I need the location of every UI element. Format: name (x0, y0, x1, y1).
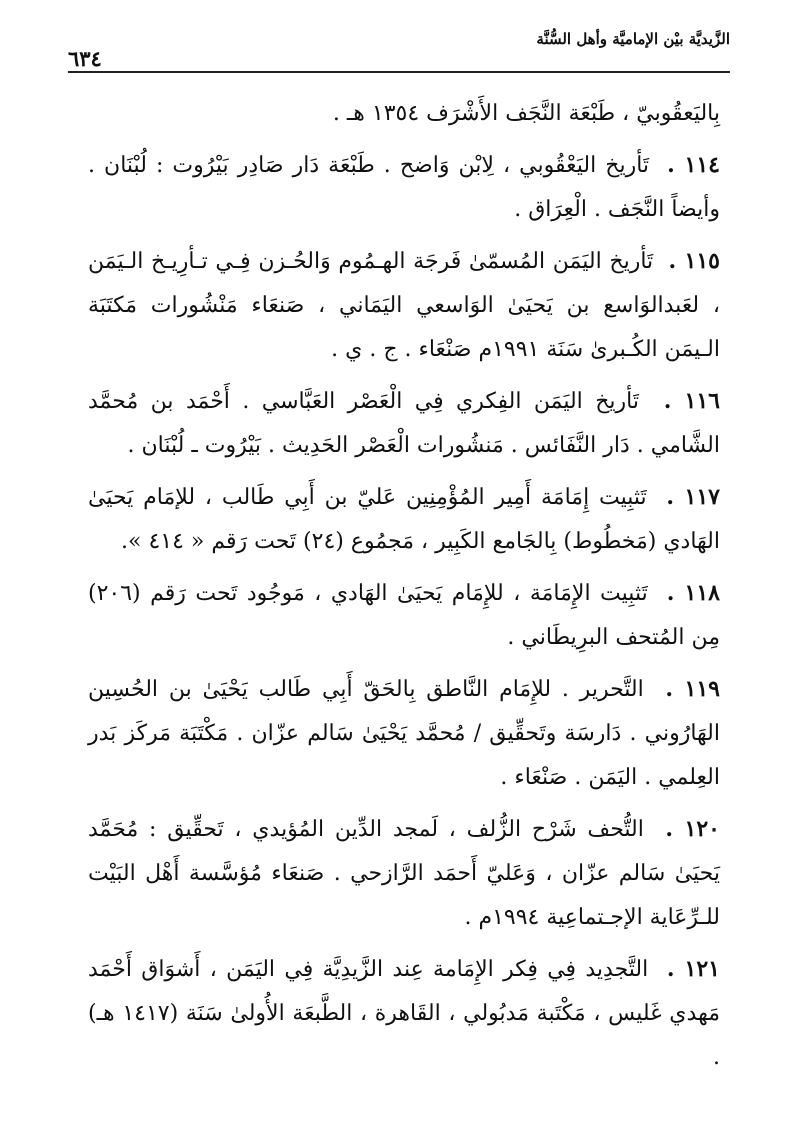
bibliography-list (88, 92, 720, 1087)
header-divider (68, 71, 730, 73)
entry-number: ١١٦ . (663, 388, 720, 414)
bibliography-entry (88, 379, 720, 468)
bibliography-entry (88, 143, 720, 232)
bibliography-entry (88, 807, 720, 940)
bibliography-entry (88, 571, 720, 660)
entry-number: ١٢١ . (666, 956, 720, 982)
entry-number: ١١٥ . (668, 248, 720, 274)
entry-text: تَأريخ اليَمَن المُسمّىٰ فَرجَة الهـمُوم وَالحُـزن فِـي تـأرِيـخ الـيَمَن ، لعَبدالوَاسع بن يَحيَىٰ الوَاسعي اليَمَاني ، صَنعَاء مَنْشُورات مَكتَبَة الـيمَن الكُـبرىٰ سَنَة ١٩٩١م صَنْعَاء . ج . ي . (88, 249, 720, 362)
entry-number: ١١٨ . (666, 580, 720, 606)
entry-text: التَّجدِيد فِي فِكر الإِمَامة عِند الزَّيدِيَّة فِي اليَمَن ، أَشوَاق أَحْمَد مَهدي غَليس ، مَكْتَبة مَدبُولي ، القَاهرة ، الطَّبعَة الأُولىٰ سَنَة (١٤١٧ هـ) . (88, 957, 720, 1070)
entry-text: تَأريخ اليَمَن الفِكري فِي الْعَصْر العَبَّاسي . أَحْمَد بن مُحمَّد الشَّامي . دَار النَّفَائس . مَنشُورات الْعَصْر الحَدِيث . بَيْرُوت ـ لُبْنَان . (88, 389, 720, 458)
entry-text: التَّحرير . للإِمَام النَّاطق بِالحَقّ أَبِي طَالب يَحْيَىٰ بن الحُسِين الهَارُوني . دَارسَة وتَحقِّيق / مُحمَّد يَحْيَىٰ سَالم عزّان . مَكْتَبَة مَركَز بَدر العِلمي . اليَمَن . صَنْعَاء . (88, 677, 720, 790)
entry-number: ١١٩ . (665, 676, 720, 702)
bibliography-entry (88, 239, 720, 372)
page-header (68, 28, 730, 72)
entry-text: التُّحف شَرْح الزُّلف ، لَمجد الدِّين المُؤيدي ، تَحقِّيق : مُحَمَّد يَحيَىٰ سَالم عزّان ، وَعَليّ أَحمَد الرَّازحي . صَنعَاء مُؤسَّسة أَهْل البَيْت للـرِّعَاية الإجـتماعِية ١٩٩٤م . (88, 817, 720, 930)
entry-number: ١١٤ . (667, 152, 720, 178)
running-title: الزَّيديَّة بيْن الإماميَّة وأهل السُّنَّة (536, 30, 730, 48)
entry-number: ١٢٠ . (665, 816, 720, 842)
continuation-text: بِاليَعقُوبيّ ، طَبْعَة النَّجَف الأَشْرَف ١٣٥٤ هـ . (332, 101, 720, 126)
entry-text: تَثبِيت الإِمَامَة ، للإِمَام يَحيَىٰ الهَادي ، مَوجُود تَحت رَقم (٢٠٦) مِن المُتحف البرِيطَاني . (88, 581, 720, 650)
bibliography-entry (88, 475, 720, 564)
entry-text: تَأريخ اليَعْقُوبي ، لِابْن وَاضح . طَبْعَة دَار صَادِر بَيْرُوت : لُبْنَان . وأيضاً النَّجَف . الْعِرَاق . (88, 153, 720, 222)
page-number: ٦٣٤ (68, 46, 102, 71)
bibliography-entry (88, 667, 720, 800)
entry-text: تَثبِيت إِمَامَة أَمِير المُؤْمِنِين عَليّ بن أَبِي طَالب ، للإمَام يَحيَىٰ الهَادي (مَخطُوط) بِالجَامع الكَبِير ، مَجمُوع (٢٤) تَحت رَقم « ٤١٤ ». (88, 485, 720, 554)
entries-container (88, 143, 720, 1080)
entry-number: ١١٧ . (666, 484, 720, 510)
bibliography-entry (88, 947, 720, 1080)
